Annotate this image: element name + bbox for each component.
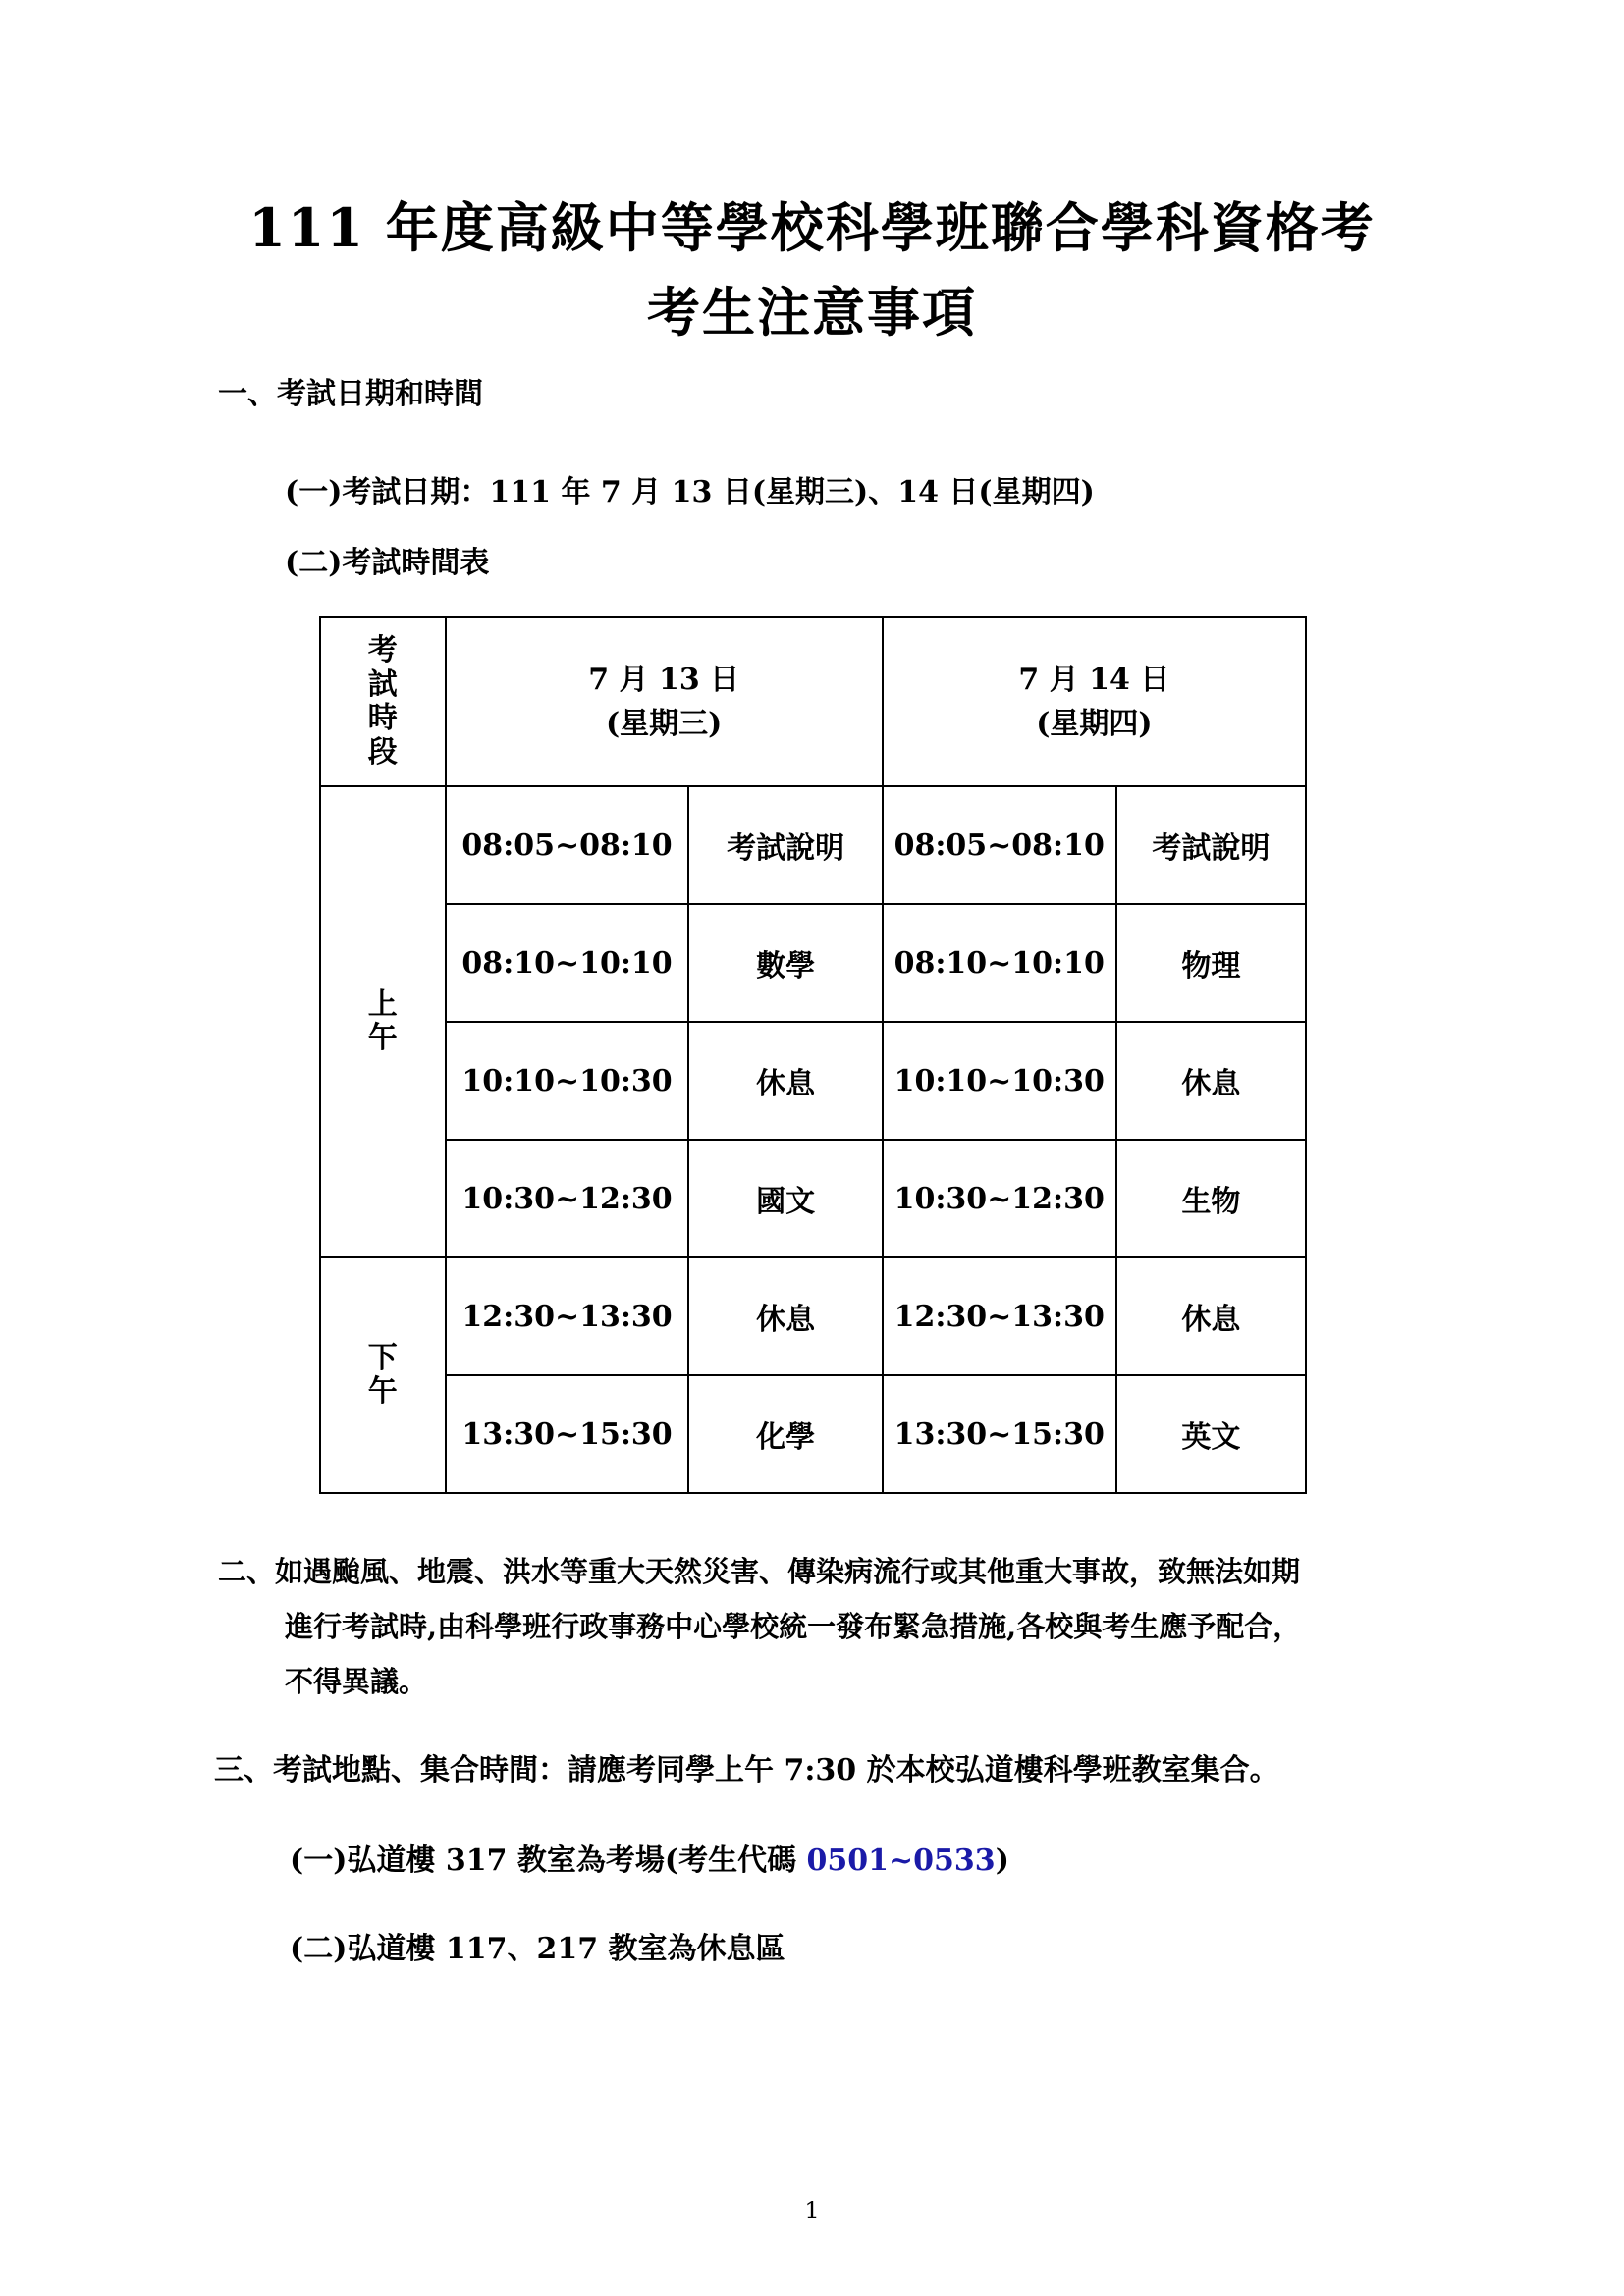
section2-line1: 二、如遇颱風、地震、洪水等重大天然災害、傳染病流行或其他重大事故，致無法如期 [218, 1555, 1301, 1588]
schedule-caption: (二)考試時間表 [285, 546, 490, 580]
table-cell-time: 13:30~15:30 [446, 1375, 689, 1493]
section2-line3: 不得異議。 [285, 1665, 428, 1698]
table-cell-subject: 生物 [1116, 1140, 1306, 1257]
table-cell-time: 08:10~10:10 [883, 904, 1116, 1022]
document-subtitle: 考生注意事項 [647, 281, 977, 344]
day1-date: 7 月 13 日 [588, 663, 740, 697]
rest-area-line: (二)弘道樓 117、217 教室為休息區 [290, 1932, 785, 1966]
table-cell-subject: 國文 [688, 1140, 882, 1257]
table-cell-subject: 休息 [688, 1022, 882, 1140]
table-cell-time: 10:10~10:30 [883, 1022, 1116, 1140]
exam-room-prefix: (一)弘道樓 317 教室為考場(考生代碼 [290, 1843, 807, 1878]
table-row [320, 786, 1306, 904]
document-title: 111 年度高級中等學校科學班聯合學科資格考 [248, 196, 1376, 259]
table-cell-time: 10:10~10:30 [446, 1022, 689, 1140]
table-cell-time: 10:30~12:30 [883, 1140, 1116, 1257]
table-cell-time: 12:30~13:30 [883, 1257, 1116, 1375]
table-row [320, 1257, 1306, 1375]
table-cell-time: 08:05~08:10 [883, 786, 1116, 904]
table-cell-subject: 休息 [688, 1257, 882, 1375]
day1-weekday: (星期三) [605, 707, 723, 741]
exam-room-suffix: ) [995, 1843, 1009, 1878]
morning-cell [320, 786, 446, 1257]
table-cell-subject: 考試說明 [688, 786, 882, 904]
table-cell-subject: 考試說明 [1116, 786, 1306, 904]
table-cell-time: 13:30~15:30 [883, 1375, 1116, 1493]
table-cell-subject: 休息 [1116, 1257, 1306, 1375]
table-cell-time: 12:30~13:30 [446, 1257, 689, 1375]
header-period-cell [320, 617, 446, 786]
table-row [320, 1140, 1306, 1257]
table-cell-time: 08:05~08:10 [446, 786, 689, 904]
table-row [320, 904, 1306, 1022]
table-cell-time: 10:30~12:30 [446, 1140, 689, 1257]
candidate-code-range: 0501~0533 [806, 1843, 996, 1878]
afternoon-cell [320, 1257, 446, 1493]
header-period-label: 考試時段 [367, 633, 398, 770]
table-row [320, 1375, 1306, 1493]
table-cell-subject: 英文 [1116, 1375, 1306, 1493]
section3-heading: 三、考試地點、集合時間：請應考同學上午 7:30 於本校弘道樓科學班教室集合。 [214, 1753, 1279, 1788]
table-cell-subject: 化學 [688, 1375, 882, 1493]
header-day2-cell [883, 617, 1306, 786]
morning-label: 上午 [367, 987, 398, 1055]
table-cell-subject: 休息 [1116, 1022, 1306, 1140]
page-number: 1 [804, 2197, 820, 2224]
table-cell-subject: 數學 [688, 904, 882, 1022]
exam-room-line [290, 1843, 1009, 1879]
section1-heading: 一、考試日期和時間 [218, 377, 483, 411]
day2-weekday: (星期四) [1036, 707, 1153, 741]
day2-date: 7 月 14 日 [1018, 663, 1170, 697]
header-day1-cell [446, 617, 883, 786]
table-header-row [320, 617, 1306, 786]
exam-schedule-table [319, 616, 1307, 1494]
section2-line2: 進行考試時,由科學班行政事務中心學校統一發布緊急措施,各校與考生應予配合， [285, 1610, 1302, 1643]
table-row [320, 1022, 1306, 1140]
table-cell-time: 08:10~10:10 [446, 904, 689, 1022]
afternoon-label: 下午 [367, 1340, 398, 1409]
table-cell-subject: 物理 [1116, 904, 1306, 1022]
exam-date-line: (一)考試日期：111 年 7 月 13 日(星期三)、14 日(星期四) [285, 475, 1095, 509]
